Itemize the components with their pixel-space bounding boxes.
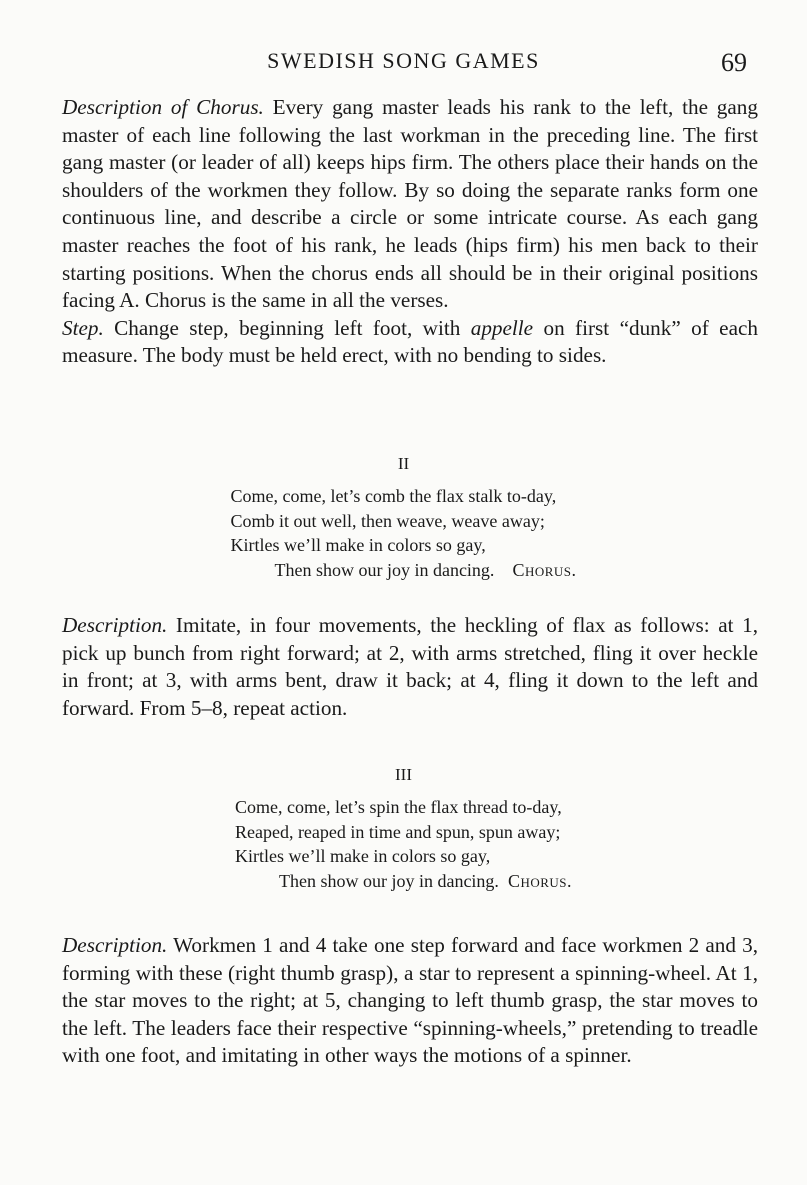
verse-two-lines [230,484,576,582]
step-emphasis: appelle [470,315,534,340]
chorus-description-text: Every gang master leads his rank to the left, the gang master of each line following the last workman in the preceding line. The first gang master (or leader of all) keeps hips firm. The others place their hands on the shoulders of the workmen they follow. By so doing the separate ranks form one continuous line, and describe a circle or some intricate course. As each gang master reaches the foot of his rank, he leads (hips firm) his men back to their starting positions. When the chorus ends all should be in their original positions facing A. Chorus is the same in all the verses. [62,95,758,313]
verse-two-line-3: Kirtles we’ll make in colors so gay, [230,535,486,555]
verse-two-line-1: Come, come, let’s comb the flax stalk to-day, [230,486,557,506]
chorus-description-paragraph [62,94,758,315]
verse-three-line-4-text: Then show our joy in dancing. [278,870,499,891]
verse-three [0,765,807,893]
step-text-b: on first “dunk” of each measure. The body must be held erect, with no bending to sides. [62,315,758,368]
verse-two [0,454,807,582]
verse-two-numeral: II [397,454,410,473]
verse-two-chorus: Chorus. [512,559,577,580]
chorus-description-block [62,94,758,370]
verse-three-line-2: Reaped, reaped in time and spun, spun away; [234,821,561,842]
verse-three-line-3: Kirtles we’ll make in colors so gay, [234,846,491,866]
heckling-description-block [62,612,758,722]
step-paragraph [62,315,758,370]
heckling-description-paragraph [62,612,758,722]
spinning-description-lead: Description. [62,933,168,957]
verse-three-line-4 [235,869,572,894]
verse-two-line-2: Comb it out well, then weave, weave away; [230,510,545,531]
heckling-description-lead: Description. [62,613,168,637]
spinning-description-text: Workmen 1 and 4 take one step forward and face workmen 2 and 3, forming with these (right thumb grasp), a star to represent a spinning-wheel. At 1, the star moves to the right; at 5, changing to left thumb grasp, the star moves to the left. The leaders face their respective “spinning-wheels,” pretending to treadle with one foot, and imitating in other ways the motions of a spinner. [62,933,758,1068]
spinning-description-block [62,932,758,1070]
page-header [0,44,807,84]
page-number: 69 [721,48,747,77]
verse-three-lines [235,795,572,893]
heckling-description-text: Imitate, in four movements, the heckling of flax as follows: at 1, pick up bunch from right forward; at 2, with arms stretched, fling it over heckle in front; at 3, with arms bent, draw it back; at 4, fling it down to the left and forward. From 5–8, repeat action. [62,613,758,720]
step-lead: Step. [62,315,104,340]
verse-two-line-4-text: Then show our joy in dancing. [274,559,495,580]
spinning-description-paragraph [62,932,758,1070]
verse-three-chorus: Chorus. [507,870,573,891]
verse-three-numeral: III [395,765,412,784]
running-title: SWEDISH SONG GAMES [267,48,540,73]
verse-three-line-1: Come, come, let’s spin the flax thread to-day, [234,797,562,817]
verse-two-line-4 [230,558,576,583]
step-text-a: Change step, beginning left foot, with [103,315,471,340]
chorus-description-lead: Description of Chorus. [62,95,264,119]
